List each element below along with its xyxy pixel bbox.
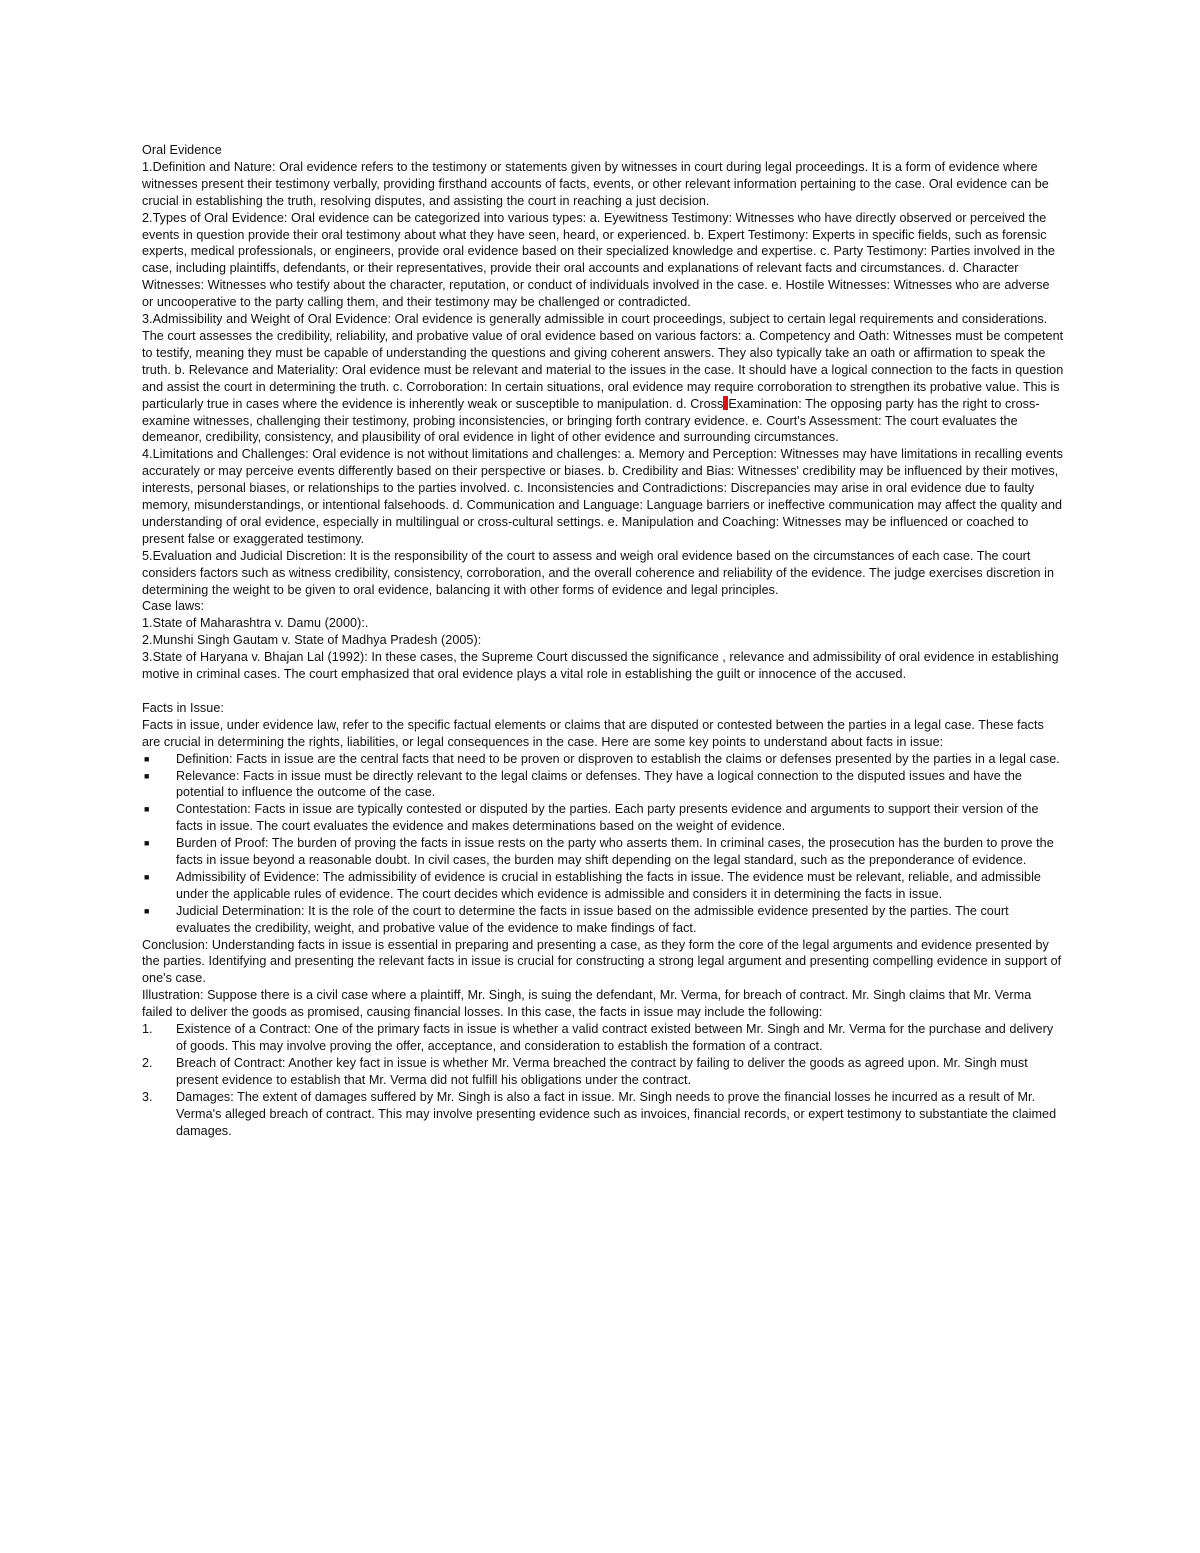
list-item-text: Relevance: Facts in issue must be directly relevant to the legal claims or defenses. They have a logical connection to the disputed issues and have the potential to influence the outcome of the case. — [176, 768, 1022, 800]
case-law-1: 1.State of Maharashtra v. Damu (2000):. — [142, 616, 369, 631]
list-item-text: Admissibility of Evidence: The admissibility of evidence is crucial in establishing the facts in issue. The evidence must be relevant, reliable, and admissible under the applicable rules of evidence. The court decides which evidence is admissible and considers it in determining the facts in issue. — [176, 869, 1041, 901]
case-laws-heading: Case laws: — [142, 599, 205, 614]
list-number: 3. — [142, 1089, 153, 1104]
list-item — [142, 1089, 1064, 1140]
facts-intro-paragraph: Facts in issue, under evidence law, refer to the specific factual elements or claims that are disputed or contested between the parties in a legal case. These facts are crucial in determining the rights, liabilities, or legal consequences in the case. Here are some key points to understand about facts in issue: — [142, 717, 1044, 749]
list-item — [142, 869, 1064, 903]
list-item-text: Burden of Proof: The burden of proving the facts in issue rests on the party who asserts them. In criminal cases, the prosecution has the burden to prove the facts in issue beyond a reasonable doubt. In civil cases, the burden may shift depending on the legal standard, such as the preponderance of evidence. — [176, 836, 1054, 868]
bullet-square-icon: ■ — [144, 871, 150, 882]
list-item-text: Breach of Contract: Another key fact in issue is whether Mr. Verma breached the contract by failing to deliver the goods as agreed upon. Mr. Singh must present evidence to establish that Mr. Verma did not fulfill his obligations under the contract. — [176, 1055, 1028, 1087]
case-law-3: 3.State of Haryana v. Bhajan Lal (1992): In these cases, the Supreme Court discussed the significance , relevance and admissibility of oral evidence in establishing motive in criminal cases. The court emphasized that oral evidence plays a vital role in establishing the guilt or innocence of the accused. — [142, 650, 1059, 682]
oral-admissibility-paragraph — [142, 311, 1064, 446]
list-item — [142, 751, 1064, 768]
list-item — [142, 835, 1064, 869]
facts-in-issue-heading: Facts in Issue: — [142, 700, 224, 715]
list-number: 2. — [142, 1055, 153, 1070]
list-item-text: Damages: The extent of damages suffered by Mr. Singh is also a fact in issue. Mr. Singh needs to prove the financial losses he incurred as a result of Mr. Verma's alleged breach of contract. This may involve presenting evidence such as invoices, financial records, or expert testimony to substantiate the claimed damages. — [176, 1089, 1057, 1138]
conclusion-paragraph: Conclusion: Understanding facts in issue is essential in preparing and presenting a case, as they form the core of the legal arguments and evidence presented by the parties. Identifying and presenting the relevant facts in issue is crucial for constructing a strong legal argument and presenting compelling evidence in support of one's case. — [142, 937, 1062, 986]
facts-bullet-list — [142, 751, 1064, 937]
list-item-text: Judicial Determination: It is the role of the court to determine the facts in issue based on the admissible evidence presented by the parties. The court evaluates the credibility, weight, and probative value of the evidence to make findings of fact. — [176, 903, 1009, 935]
list-item — [142, 1021, 1064, 1055]
list-item — [142, 1055, 1064, 1089]
bullet-square-icon: ■ — [144, 753, 150, 764]
list-item — [142, 801, 1064, 835]
list-item — [142, 903, 1064, 937]
admissibility-text-part2: Examination: The opposing party has the right to cross-examine witnesses, challenging their testimony, probing inconsistencies, or bringing forth contrary evidence. e. Court's Assessment: The court evaluates the demeanor, credibility, consistency, and plausibility of oral evidence in light of other evidence and surrounding circumstances. — [142, 396, 1040, 445]
illustration-numbered-list — [142, 1021, 1064, 1139]
bullet-square-icon: ■ — [144, 838, 150, 849]
bullet-square-icon: ■ — [144, 905, 150, 916]
bullet-square-icon: ■ — [144, 804, 150, 815]
admissibility-text-part1: 3.Admissibility and Weight of Oral Evidence: Oral evidence is generally admissible in court proceedings, subject to certain legal requirements and considerations. The court assesses the credibility, reliability, and probative value of oral evidence based on various factors: a. Competency and Oath: Witnesses must be competent to testify, meaning they must be capable of understanding the questions and giving coherent answers. They also typically take an oath or affirmation to speak the truth. b. Relevance and Materiality: Oral evidence must be relevant and material to the issues in the case. It should have a logical connection to the facts in question and assist the court in determining the truth. c. Corroboration: In certain situations, oral evidence may require corroboration to strengthen its probative value. This is particularly true in cases where the evidence is inherently weak or susceptible to manipulation. d. Cross — [142, 312, 1064, 411]
oral-evidence-heading: Oral Evidence — [142, 143, 222, 157]
illustration-paragraph: Illustration: Suppose there is a civil case where a plaintiff, Mr. Singh, is suing the defendant, Mr. Verma, for breach of contract. Mr. Singh claims that Mr. Verma failed to deliver the goods as promised, causing financial losses. In this case, the facts in issue may include the following: — [142, 988, 1032, 1020]
document-body — [142, 142, 1064, 1139]
list-number: 1. — [142, 1022, 153, 1037]
list-item-text: Existence of a Contract: One of the primary facts in issue is whether a valid contract existed between Mr. Singh and Mr. Verma for the purchase and delivery of goods. This may involve proving the offer, acceptance, and consideration to establish the formation of a contract. — [176, 1022, 1054, 1054]
list-item — [142, 768, 1064, 802]
list-item-text: Contestation: Facts in issue are typically contested or disputed by the parties. Each party presents evidence and arguments to support their version of the facts in issue. The court evaluates the evidence and makes determinations based on the weight of evidence. — [176, 802, 1039, 834]
bullet-square-icon: ■ — [144, 770, 150, 781]
oral-evaluation-paragraph: 5.Evaluation and Judicial Discretion: It is the responsibility of the court to assess and weigh oral evidence based on the circumstances of each case. The court considers factors such as witness credibility, consistency, corroboration, and the overall coherence and reliability of the evidence. The judge exercises discretion in determining the weight to be given to oral evidence, balancing it with other forms of evidence and legal principles. — [142, 548, 1055, 597]
case-law-2: 2.Munshi Singh Gautam v. State of Madhya Pradesh (2005): — [142, 633, 482, 648]
section-spacer — [142, 683, 1064, 700]
oral-definition-paragraph: 1.Definition and Nature: Oral evidence refers to the testimony or statements given by witnesses in court during legal proceedings. It is a form of evidence where witnesses present their testimony verbally, providing firsthand accounts of facts, events, or other relevant information pertaining to the case. Oral evidence can be crucial in establishing the truth, resolving disputes, and assisting the court in reaching a just decision. — [142, 159, 1049, 208]
oral-limitations-paragraph: 4.Limitations and Challenges: Oral evidence is not without limitations and challenges: a. Memory and Perception: Witnesses may have limitations in recalling events accurately or may perceive events differently based on their perspective or biases. b. Credibility and Bias: Witnesses' credibility may be influenced by their motives, interests, personal biases, or relationships to the parties involved. c. Inconsistencies and Contradictions: Discrepancies may arise in oral evidence due to faulty memory, misunderstandings, or intentional falsehoods. d. Communication and Language: Language barriers or ineffective communication may affect the quality and understanding of oral evidence, especially in multilingual or cross-cultural settings. e. Manipulation and Coaching: Witnesses may be influenced or coached to present false or exaggerated testimony. — [142, 447, 1063, 546]
oral-types-paragraph: 2.Types of Oral Evidence: Oral evidence can be categorized into various types: a. Eyewitness Testimony: Witnesses who have directly observed or perceived the events in question provide their oral testimony about what they have seen, heard, or experienced. b. Expert Testimony: Experts in specific fields, such as forensic experts, medical professionals, or engineers, provide oral evidence based on their specialized knowledge and expertise. c. Party Testimony: Parties involved in the case, including plaintiffs, defendants, or their representatives, provide their oral accounts and explanations of relevant facts and circumstances. d. Character Witnesses: Witnesses who testify about the character, reputation, or conduct of individuals involved in the case. e. Hostile Witnesses: Witnesses who are adverse or uncooperative to the party calling them, and their testimony may be challenged or contradicted. — [142, 210, 1056, 310]
list-item-text: Definition: Facts in issue are the central facts that need to be proven or disproven to establish the claims or defenses presented by the parties in a legal case. — [176, 751, 1060, 766]
